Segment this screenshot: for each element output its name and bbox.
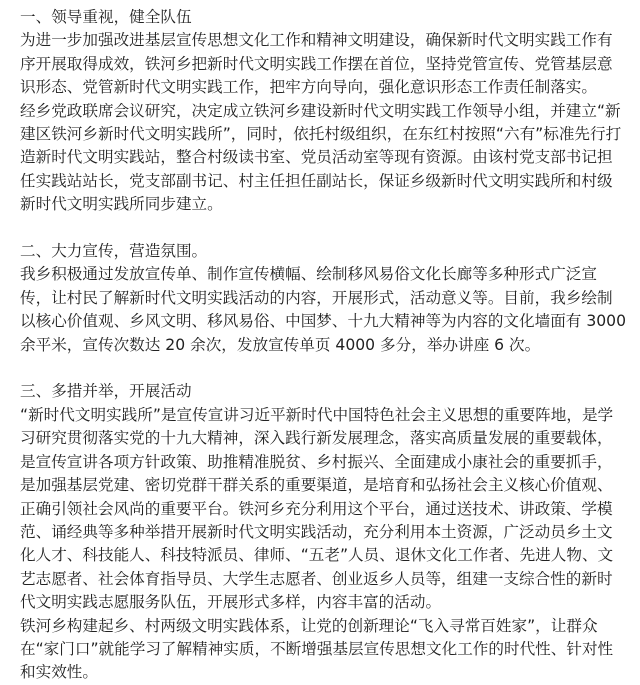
section-3-title: 三、多措并举，开展活动 (20, 382, 192, 401)
section-1-title: 一、领导重视，健全队伍 (20, 8, 192, 26)
section-1-paragraph-2: 经乡党政联席会议研究，决定成立铁河乡建设新时代文明实践工作领导小组，并建立“新建区铁河乡新时代文明实践所”，同时，依托村级组织，在东红村按照“六有”标准先行打造新时代文明实践站，整合村级读书室、党员活动室等现有资源。由该村党支部书记担任实践站站长，党支部副书记、村主任担任副站长，保证乡级新时代文明实践所和村级新时代文明实践所同步建立。 (20, 101, 622, 214)
section-3-paragraph-2: 铁河乡构建起乡、村两级文明实践体系，让党的创新理论“飞入寻常百姓家”，让群众在“家门口”就能学习了解精神实质，不断增强基层宣传思想文化工作的时代性、针对性和实效性。 (20, 616, 614, 682)
section-2-paragraph-1: 我乡积极通过发放宣传单、制作宣传横幅、绘制移风易俗文化长廊等多种形式广泛宣传，让村民了解新时代文明实践活动的内容，开展形式，活动意义等。目前，我乡绘制以核心价值观、乡风文明、移风易俗、中国梦、十九大精神等为内容的文化墙面有 3000 余平米，宣传次数达 20 余次，发放宣传单页 4000 多分，举办讲座 6 次。 (20, 265, 627, 354)
section-2-title: 二、大力宣传，营造氛围。 (20, 242, 208, 261)
section-1-paragraph-1: 为进一步加强改进基层宣传思想文化工作和精神文明建设，确保新时代文明实践工作有序开展取得成效，铁河乡把新时代文明实践工作摆在首位，坚持党管宣传、党管基层意识形态、党管新时代文明实践工作，把牢方向导向，强化意识形态工作责任制落实。 (20, 31, 613, 97)
section-gap (20, 217, 628, 240)
section-gap (20, 357, 628, 380)
section-3-paragraph-1: “新时代文明实践所”是宣传宣讲习近平新时代中国特色社会主义思想的重要阵地，是学习研究贯彻落实党的十九大精神，深入践行新发展理念，落实高质量发展的重要载体，是宣传宣讲各项方针政策、助推精准脱贫、乡村振兴、全面建成小康社会的重要抓手，是加强基层党建、密切党群干群关系的重要渠道，是培育和弘扬社会主义核心价值观、正确引领社会风尚的重要平台。铁河乡充分利用这个平台，通过送技术、讲政策、学模范、诵经典等多种举措开展新时代文明实践活动，充分利用本土资源，广泛动员乡土文化人才、科技能人、科技特派员、律师、“五老”人员、退休文化工作者、先进人物、文艺志愿者、社会体育指导员、大学生志愿者、创业返乡人员等，组建一支综合性的新时代文明实践志愿服务队伍，开展形式多样，内容丰富的活动。 (20, 405, 614, 612)
